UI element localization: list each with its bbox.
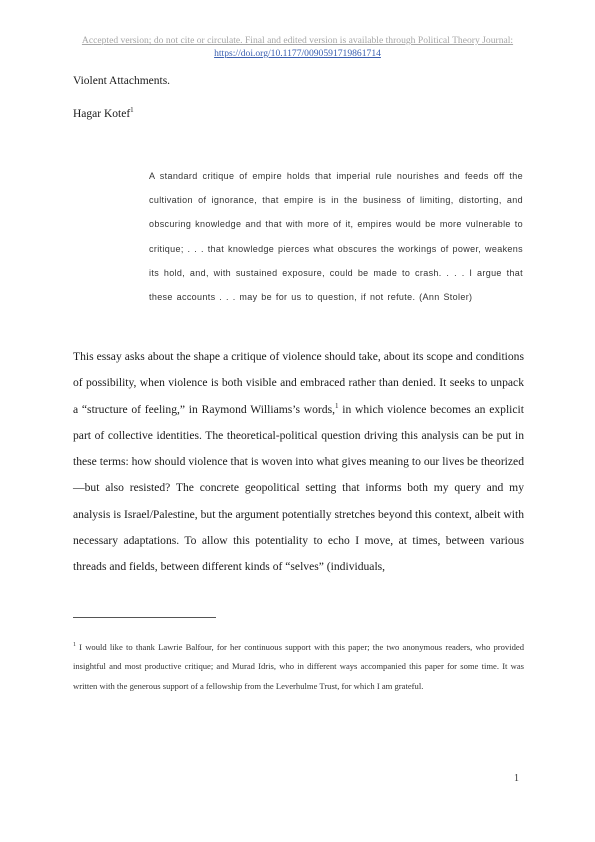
accepted-version-notice[interactable]: Accepted version; do not cite or circulate. Final and edited version is available through Political Theory Journal: (81, 35, 514, 46)
author-line (73, 107, 134, 121)
body-footnote-mark: 1 (335, 401, 339, 410)
author-name: Hagar Kotef (73, 108, 131, 120)
footnote-separator (73, 617, 216, 618)
footnote-text: I would like to thank Lawrie Balfour, for her continuous support with this paper; the two anonymous readers, who provided insightful and most productive critique; and Murad Idris, who in different ways accompanied this paper for some time. It was written with the generous support of a fellowship from the Leverhulme Trust, for which I am grateful. (73, 642, 524, 691)
publication-notice (0, 34, 595, 60)
page-number: 1 (514, 773, 519, 784)
body-text-part-1: This essay asks about the shape a critique of violence should take, about its scope and conditions of possibility, when violence is both visible and embraced rather than denied. It seeks to unpack a “structure of feeling,” in Raymond Williams’s words, (73, 350, 524, 416)
author-footnote-mark: 1 (130, 106, 134, 115)
paper-title: Violent Attachments. (73, 75, 171, 87)
doi-link[interactable]: https://doi.org/10.1177/0090591719861714 (214, 48, 381, 59)
footnote-mark: 1 (73, 642, 76, 649)
body-paragraph (73, 344, 524, 581)
body-text-part-2: in which violence becomes an explicit part of collective identities. The theoretical-political question driving this analysis can be put in these terms: how should violence that is woven into what gives meaning to our lives be theorized—but also resisted? The concrete geopolitical setting that informs both my query and my analysis is Israel/Palestine, but the argument potentially stretches beyond this context, albeit with necessary adaptations. To allow this potentiality to echo I move, at times, between various threads and fields, between different kinds of “selves” (individuals, (73, 402, 524, 574)
epigraph-quote: A standard critique of empire holds that imperial rule nourishes and feeds off the cultivation of ignorance, that empire is in the business of limiting, distorting, and obscuring knowledge and that with more of it, empires would be more vulnerable to critique; . . . that knowledge pierces what obscures the workings of power, weakens its hold, and, with sustained exposure, could be made to crash. . . . I argue that these accounts . . . may be for us to question, if not refute. (Ann Stoler) (149, 171, 523, 303)
footnote-1 (73, 638, 524, 696)
